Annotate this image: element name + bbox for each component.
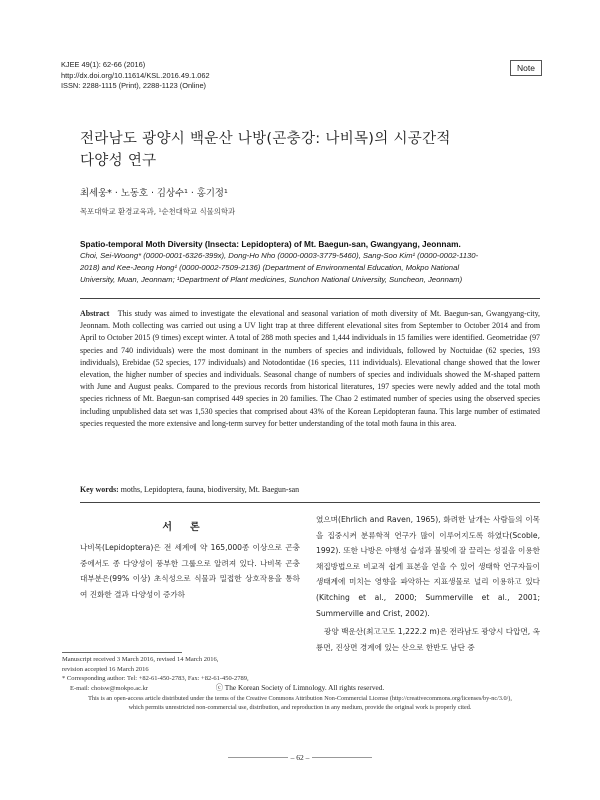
english-authors-line-1: Choi, Sei-Woong* (0000-0001-6326-399x), Dong-Ho Nho (0000-0003-3779-5460), Sang-Soo Kim¹ (0000-0002-1130- <box>80 251 479 260</box>
license-notice <box>40 694 560 712</box>
keywords-label: Key words: <box>80 485 119 494</box>
intro-right-paragraph-1: 였으며(Ehrlich and Raven, 1965), 화려한 날개는 사람들의 이목을 집중시켜 분류학적 연구가 많이 이루어지도록 하였다(Scoble, 1992). 또한 나방은 야행성 습성과 불빛에 잘 끌리는 성질을 이용한 채집방법으로 비교적 쉽게 표본을 얻을 수 있어 생태학 연구자들이 생태계에 미치는 영향을 파악하는 지표생물로 널리 이용하고 있다(Kitching et al., 2000; Summerville et al., 2001; Summerville and Crist, 2002). <box>316 515 540 618</box>
english-authors-line-3: University, Muan, Jeonnam; ¹Department of Plant medicines, Sunchon National University, Suncheon, Jeonnam) <box>80 275 463 284</box>
section-heading-intro: 서론 <box>162 522 218 533</box>
footnote-line-2: revision accepted 16 March 2016 <box>62 665 149 673</box>
paper-title <box>80 128 540 172</box>
journal-citation: KJEE 49(1): 62-66 (2016) <box>61 60 146 69</box>
abstract-bottom-rule <box>80 502 540 503</box>
copyright: ⓒ The Korean Society of Limnology. All rights reserved. <box>215 683 385 692</box>
license-line-2: which permits unrestricted non-commercial use, distribution, and reproduction in any medium, provide the original work is properly cited. <box>128 704 472 711</box>
page-number: – 62 – <box>290 753 310 762</box>
journal-header <box>61 60 210 92</box>
abstract-label: Abstract <box>80 309 110 318</box>
abstract <box>80 308 540 430</box>
title-line-2: 다양성 연구 <box>80 153 157 169</box>
english-authors-line-2: 2018) and Kee-Jeong Hong¹ (0000-0002-7509-2136) (Department of Environmental Education, Mokpo National <box>80 263 460 272</box>
footnote-line-1: Manuscript received 3 March 2016, revised 14 March 2016, <box>62 656 219 663</box>
intro-left-column: 나비목(Lepidoptera)은 전 세계에 약 165,000종 이상으로 곤충 중에서도 종 다양성이 풍부한 그룹으로 알려져 있다. 나비목 곤충 대부분은(99% 이상) 초식성으로 식물과 밀접한 상호작용을 통하여 진화한 결과 다양성이 증가하 <box>80 543 300 599</box>
license-line-1: This is an open-access article distributed under the terms of the Creative Commons Attribution Non-Commercial License (http://creativecommons.org/licenses/by-nc/3.0/), <box>88 695 512 702</box>
intro-right-column <box>316 512 540 655</box>
footnote-rule <box>62 652 182 653</box>
page-number-value: 62 <box>296 753 304 762</box>
keywords <box>80 485 540 494</box>
issn: ISSN: 2288-1115 (Print), 2288-1123 (Online) <box>61 81 207 91</box>
page-number-rule-right <box>312 757 372 758</box>
english-authors <box>80 250 550 286</box>
abstract-top-rule <box>80 298 540 299</box>
title-line-1: 전라남도 광양시 백운산 나방(곤충강: 나비목)의 시공간적 <box>80 131 451 147</box>
intro-right-paragraph-2: 광양 백운산(최고고도 1,222.2 m)은 전라남도 광양시 다압면, 옥룡면, 진상면 경계에 있는 산으로 한반도 남단 중 <box>316 627 540 652</box>
keywords-text: moths, Lepidoptera, fauna, biodiversity, Mt. Baegun-san <box>120 485 300 494</box>
footnote-email[interactable]: E-mail: choisw@mokpo.ac.kr <box>70 684 149 692</box>
affiliation: 목포대학교 환경교육과, ¹순천대학교 식물의학과 <box>80 207 236 216</box>
abstract-text: This study was aimed to investigate the elevational and seasonal variation of moth diversity of Mt. Baegun-san, Gwangyang-city, Jeonnam. Moth collecting was carried out using a UV light trap at three different elevational sites from September to October 2014 and from April to October 2015 (9 times) except winter. A total of 288 moth species and 1,444 individuals in 15 families were identified. Geometridae (97 species and 740 individuals) were the most dominant in the numbers of species and individuals, followed by Noctuidae (62 species, 193 individuals), Erebidae (52 species, 177 individuals) and Notodontidae (16 species, 111 individuals). Elevational change showed that the lower elevation, the higher number of species and individuals. Seasonal change of numbers of species and individuals showed the M-shaped pattern with June and August peaks. Compared to the previous records from historical literatures, 197 species were newly added and the total moth species richness of Mt. Baegun-san comprised 449 species in 20 families. The Chao 2 estimated number of species using the observed species including unpublished data set was 1,530 species that comprised about 43% of the Korean Lepidopteran fauna. This large number of estimated species requested the more extensive and long-term survey for better understanding of the total moth fauna in this area. <box>80 309 541 428</box>
footnote-line-3: * Corresponding author: Tel: +82-61-450-2783, Fax: +82-61-450-2789, <box>62 675 249 683</box>
doi-link[interactable]: http://dx.doi.org/10.11614/KSL.2016.49.1.062 <box>61 70 210 80</box>
english-title: Spatio-temporal Moth Diversity (Insecta: Lepidoptera) of Mt. Baegun-san, Gwangyang, Jeonnam. <box>80 239 461 249</box>
authors: 최세웅* · 노동호 · 김상수¹ · 홍기정¹ <box>80 188 228 199</box>
note-badge: Note <box>510 60 542 76</box>
